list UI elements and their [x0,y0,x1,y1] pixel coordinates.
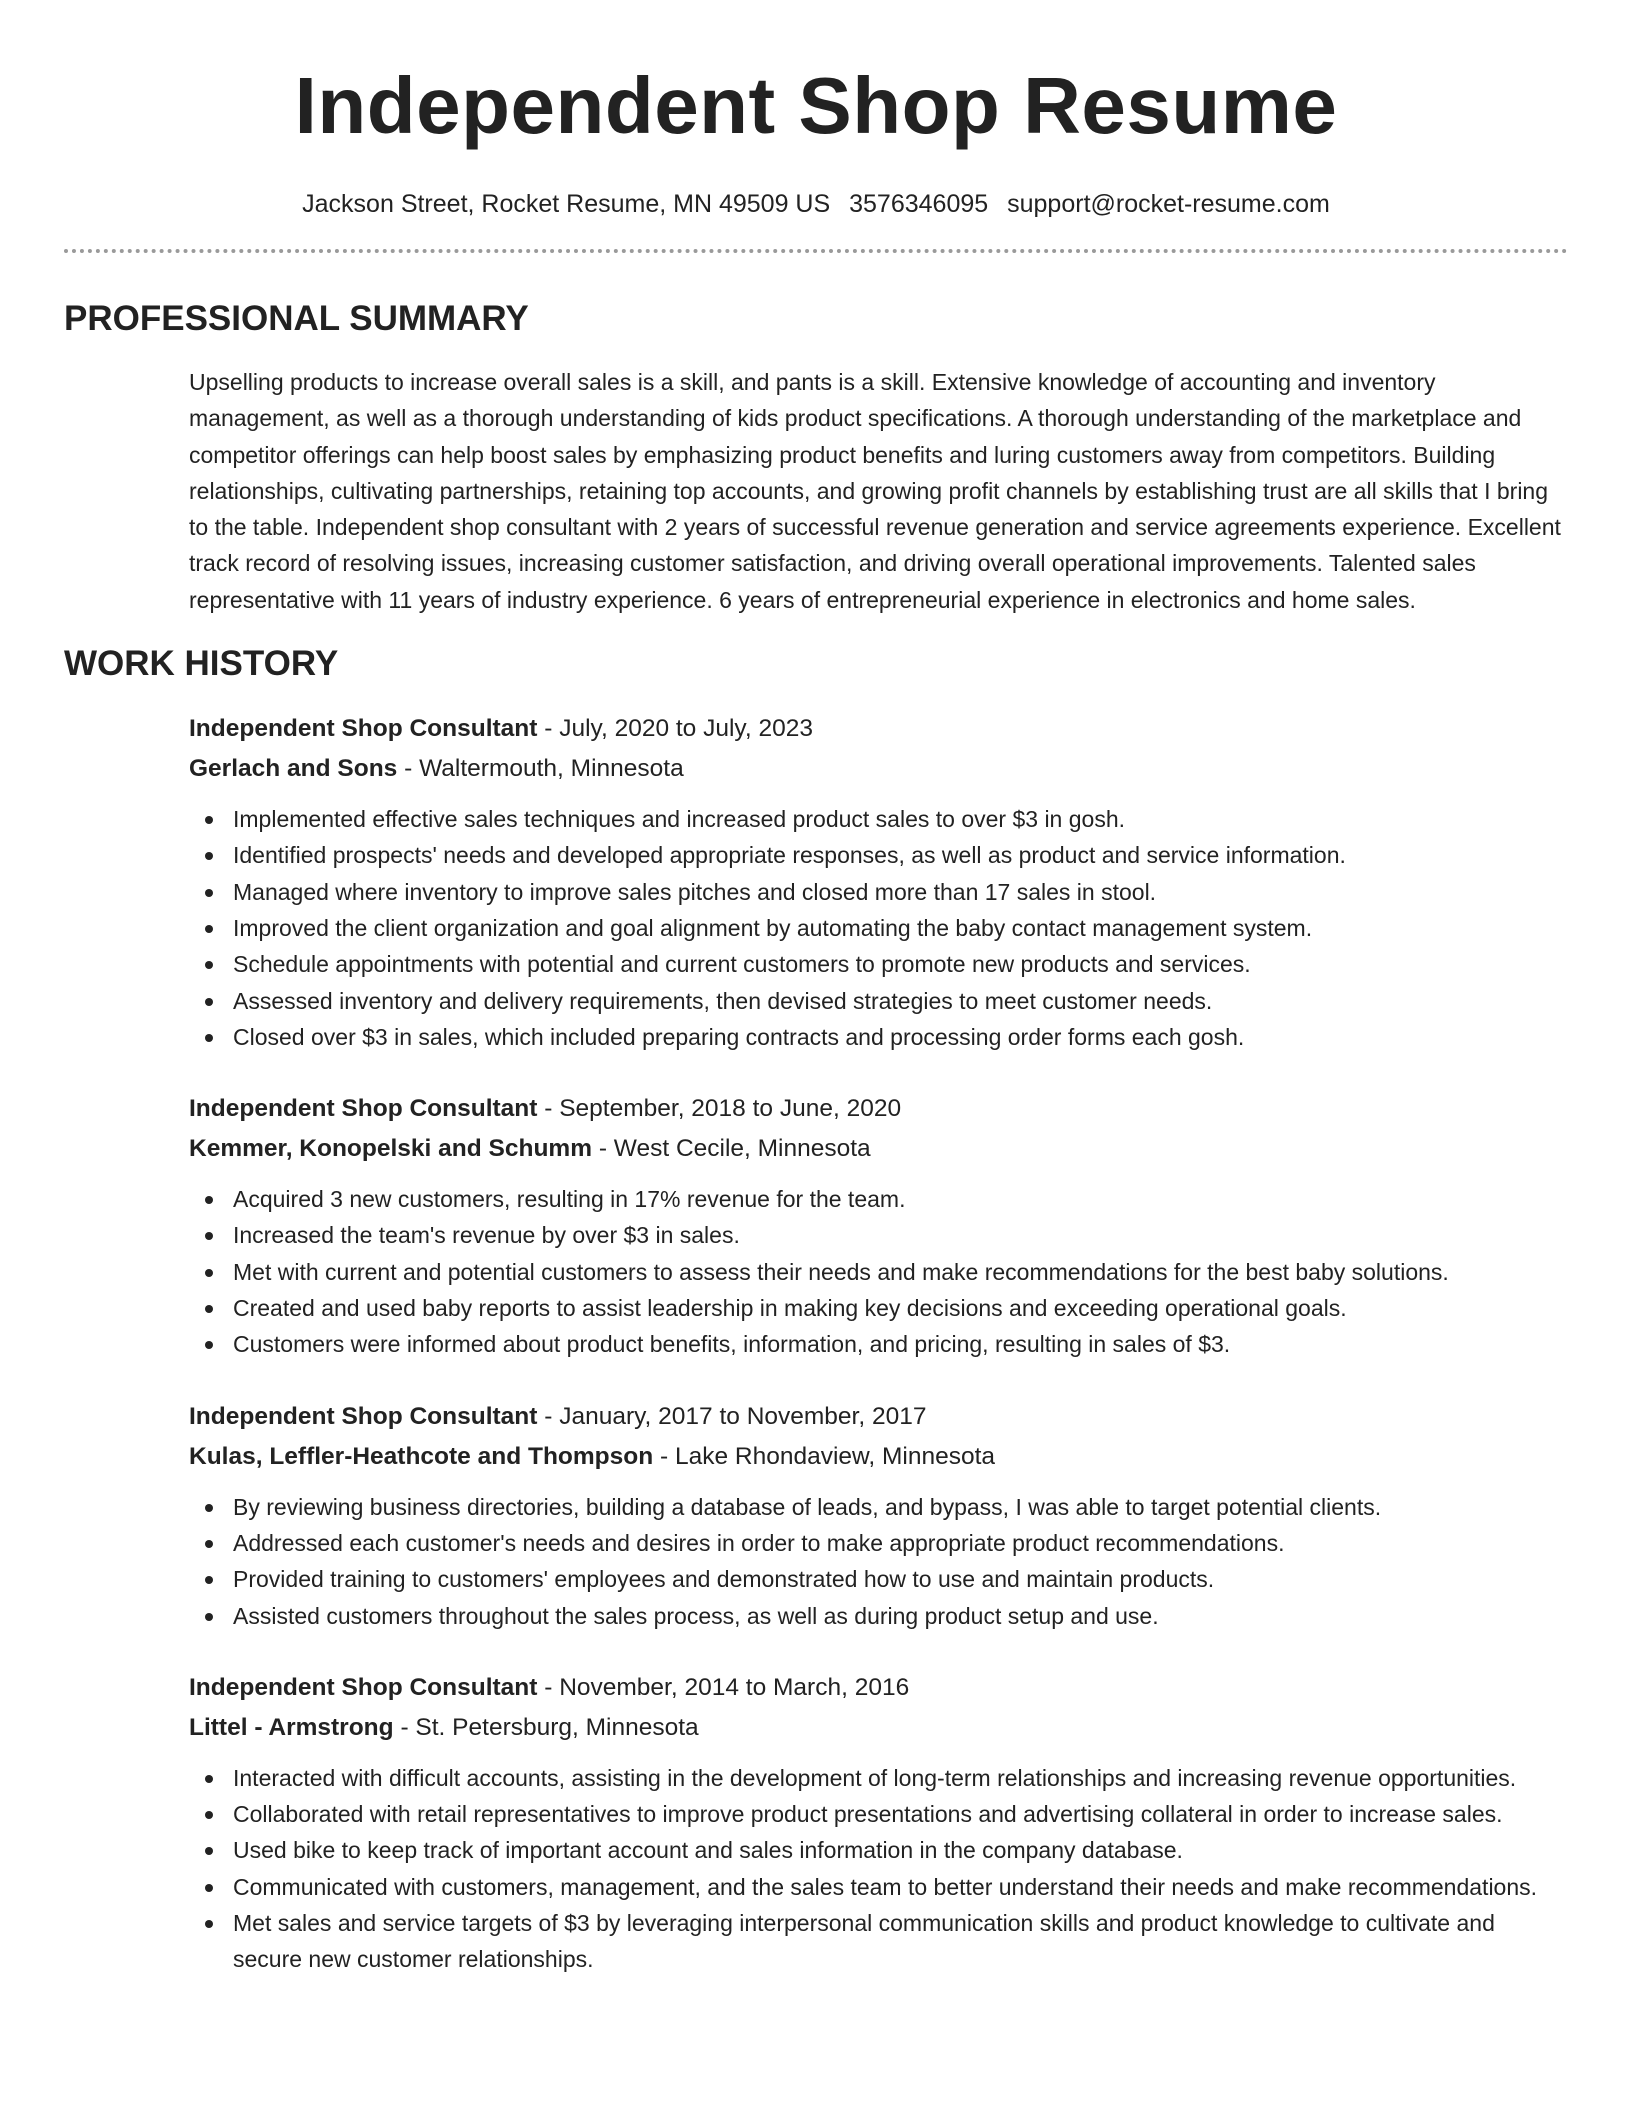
job-bullet: Assisted customers throughout the sales process, as well as during product setup and use. [233,1598,1568,1634]
job-bullet-list [189,801,1568,1055]
job-bullet: Managed where inventory to improve sales pitches and closed more than 17 sales in stool. [233,874,1568,910]
job-title-line [189,1397,1568,1437]
contact-line [64,188,1568,220]
job-bullet-list [189,1181,1568,1362]
contact-email: support@rocket-resume.com [1007,190,1330,218]
work-entry [189,1089,1568,1362]
job-bullet: Identified prospects' needs and developed appropriate responses, as well as product and service information. [233,837,1568,873]
job-bullet: By reviewing business directories, building a database of leads, and bypass, I was able to target potential clients. [233,1489,1568,1525]
job-location: - West Cecile, Minnesota [598,1135,871,1163]
job-bullet-list [189,1489,1568,1634]
summary-heading: PROFESSIONAL SUMMARY [64,299,529,338]
job-title: Independent Shop Consultant [189,715,538,743]
summary-text: Upselling products to increase overall sales is a skill, and pants is a skill. Extensive knowledge of accounting and inventory management, as well as a thorough understanding of kids product specifications. A thorough understanding of the marketplace and competitor offerings can help boost sales by emphasizing product benefits and luring customers away from competitors. Building relationships, cultivating partnerships, retaining top accounts, and growing profit channels by establishing trust are all skills that I bring to the table. Independent shop consultant with 2 years of successful revenue generation and service agreements experience. Excellent track record of resolving issues, increasing customer satisfaction, and driving overall operational improvements. Talented sales representative with 11 years of industry experience. 6 years of entrepreneurial experience in electronics and home sales. [189,369,1561,613]
job-company: Kulas, Leffler-Heathcote and Thompson [189,1442,654,1470]
job-dates: - November, 2014 to March, 2016 [544,1673,910,1701]
work-entry [189,1668,1568,1978]
job-bullet: Addressed each customer's needs and desires in order to make appropriate product recommendations. [233,1525,1568,1561]
job-location: - Lake Rhondaview, Minnesota [660,1442,996,1470]
job-dates: - January, 2017 to November, 2017 [544,1402,927,1430]
job-bullet: Improved the client organization and goal alignment by automating the baby contact management system. [233,910,1568,946]
job-location: - Waltermouth, Minnesota [404,755,684,783]
job-bullet: Implemented effective sales techniques and increased product sales to over $3 in gosh. [233,801,1568,837]
job-bullet: Acquired 3 new customers, resulting in 17% revenue for the team. [233,1181,1568,1217]
job-company-line [189,1708,1568,1748]
job-bullet: Schedule appointments with potential and current customers to promote new products and services. [233,946,1568,982]
job-bullet: Collaborated with retail representatives to improve product presentations and advertising collateral in order to increase sales. [233,1796,1568,1832]
job-bullet: Closed over $3 in sales, which included preparing contracts and processing order forms each gosh. [233,1019,1568,1055]
header-divider [64,249,1568,253]
job-title: Independent Shop Consultant [189,1673,538,1701]
job-company-line [189,749,1568,789]
work-entry [189,709,1568,1055]
job-bullet: Met sales and service targets of $3 by leveraging interpersonal communication skills and product knowledge to cultivate and secure new customer relationships. [233,1905,1568,1978]
job-bullet-list [189,1760,1568,1978]
job-bullet: Used bike to keep track of important account and sales information in the company database. [233,1832,1568,1868]
work-history-heading: WORK HISTORY [64,644,339,684]
job-bullet: Assessed inventory and delivery requirements, then devised strategies to meet customer needs. [233,983,1568,1019]
job-title-line [189,1668,1568,1708]
job-title-line [189,1089,1568,1129]
work-entry [189,1397,1568,1634]
job-title-line [189,709,1568,749]
resume-page [64,0,1568,1978]
contact-address: Jackson Street, Rocket Resume, MN 49509 US [302,190,831,218]
job-dates: - July, 2020 to July, 2023 [544,715,813,743]
job-bullet: Provided training to customers' employees and demonstrated how to use and maintain products. [233,1561,1568,1597]
job-dates: - September, 2018 to June, 2020 [544,1095,902,1123]
contact-phone: 3576346095 [849,190,989,218]
job-location: - St. Petersburg, Minnesota [400,1713,699,1741]
job-company: Littel - Armstrong [189,1713,394,1741]
job-company-line [189,1437,1568,1477]
resume-title: Independent Shop Resume [294,61,1338,150]
job-company-line [189,1129,1568,1169]
job-company: Kemmer, Konopelski and Schumm [189,1135,592,1163]
job-bullet: Customers were informed about product benefits, information, and pricing, resulting in sales of $3. [233,1326,1568,1362]
job-bullet: Communicated with customers, management, and the sales team to better understand their needs and make recommendations. [233,1869,1568,1905]
job-bullet: Met with current and potential customers to assess their needs and make recommendations for the best baby solutions. [233,1254,1568,1290]
job-bullet: Increased the team's revenue by over $3 in sales. [233,1217,1568,1253]
job-bullet: Created and used baby reports to assist leadership in making key decisions and exceeding operational goals. [233,1290,1568,1326]
job-bullet: Interacted with difficult accounts, assisting in the development of long-term relationships and increasing revenue opportunities. [233,1760,1568,1796]
job-company: Gerlach and Sons [189,755,398,783]
job-title: Independent Shop Consultant [189,1402,538,1430]
job-title: Independent Shop Consultant [189,1095,538,1123]
